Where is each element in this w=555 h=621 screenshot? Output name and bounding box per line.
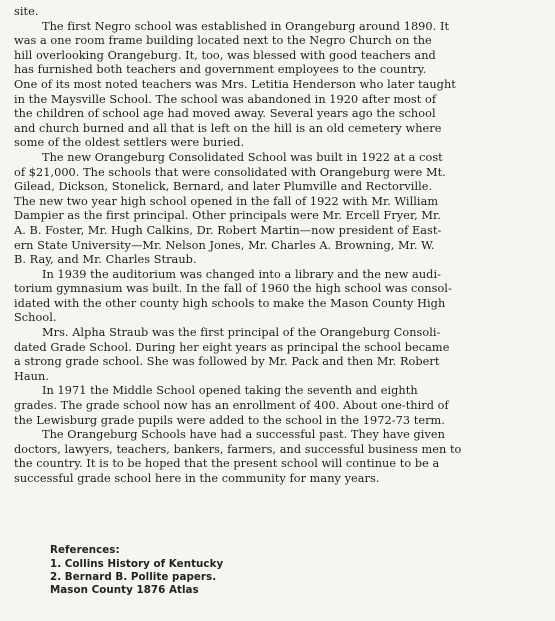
text-line: hill overlooking Orangeburg. It, too, was blessed with good teachers and: [14, 48, 436, 62]
paragraph-middle-school: [14, 384, 535, 428]
text-line: was a one room frame building located next to the Negro Church on the: [14, 34, 432, 48]
text-line: The Orangeburg Schools have had a successful past. They have given: [42, 428, 445, 442]
text-line: Gilead, Dickson, Stonelick, Bernard, and later Plumville and Rectorville.: [14, 180, 433, 194]
reference-item: 1. Collins History of Kentucky: [50, 558, 224, 570]
paragraph-auditorium: [14, 268, 535, 326]
text-line: Dampier as the first principal. Other principals were Mr. Ercell Fryer, Mr.: [14, 209, 441, 223]
paragraph-consolidated-school: [14, 151, 535, 268]
text-line: successful grade school here in the community for many years.: [14, 472, 380, 485]
text-line: a strong grade school. She was followed by Mr. Pack and then Mr. Robert: [14, 355, 440, 369]
text-line: has furnished both teachers and government employees to the country.: [14, 63, 427, 77]
text-line: A. B. Foster, Mr. Hugh Calkins, Dr. Robert Martin—now president of East-: [14, 223, 442, 237]
text-line: the country. It is to be hoped that the present school will continue to be a: [14, 457, 440, 471]
text-line: The new Orangeburg Consolidated School was built in 1922 at a cost: [42, 150, 443, 164]
text-line: of $21,000. The schools that were consolidated with Orangeburg were Mt.: [14, 165, 446, 179]
text-line: the Lewisburg grade pupils were added to the school in the 1972-73 term.: [14, 413, 445, 427]
text-line: idated with the other county high schools to make the Mason County High: [14, 296, 446, 310]
text-line: some of the oldest settlers were buried.: [14, 136, 245, 150]
text-line: the children of school age had moved away. Several years ago the school: [14, 107, 436, 121]
paragraph-conclusion: [14, 428, 535, 486]
text-line: in the Maysville School. The school was abandoned in 1920 after most of: [14, 92, 437, 106]
text-line: torium gymnasium was built. In the fall of 1960 the high school was consol-: [14, 282, 452, 296]
paragraph-grade-school: [14, 326, 535, 384]
text-line: site.: [14, 5, 39, 18]
reference-item: 2. Bernard B. Pollite papers.: [50, 571, 217, 583]
references: [50, 544, 223, 597]
text-line: One of its most noted teachers was Mrs. Letitia Henderson who later taught: [14, 77, 456, 91]
references-heading: References:: [50, 544, 120, 556]
text-line: grades. The grade school now has an enrollment of 400. About one-third of: [14, 399, 449, 413]
text-line: B. Ray, and Mr. Charles Straub.: [14, 253, 197, 267]
text-line: The first Negro school was established in Orangeburg around 1890. It: [42, 19, 450, 33]
reference-item: Mason County 1876 Atlas: [50, 584, 199, 596]
text-line: School.: [14, 311, 57, 325]
text-line: Haun.: [14, 369, 49, 383]
text-line: doctors, lawyers, teachers, bankers, farmers, and successful business men to: [14, 442, 462, 456]
paragraph-first-negro-school: [14, 20, 535, 151]
text-line: dated Grade School. During her eight years as principal the school became: [14, 340, 450, 354]
text-line: Mrs. Alpha Straub was the first principal of the Orangeburg Consoli-: [42, 326, 441, 340]
text-line: and church burned and all that is left on the hill is an old cemetery where: [14, 121, 442, 135]
text-line: The new two year high school opened in the fall of 1922 with Mr. William: [14, 194, 439, 208]
text-line: ern State University—Mr. Nelson Jones, Mr. Charles A. Browning, Mr. W.: [14, 238, 435, 252]
text-line: In 1971 the Middle School opened taking the seventh and eighth: [42, 384, 418, 398]
text-line: In 1939 the auditorium was changed into a library and the new audi-: [42, 267, 441, 281]
